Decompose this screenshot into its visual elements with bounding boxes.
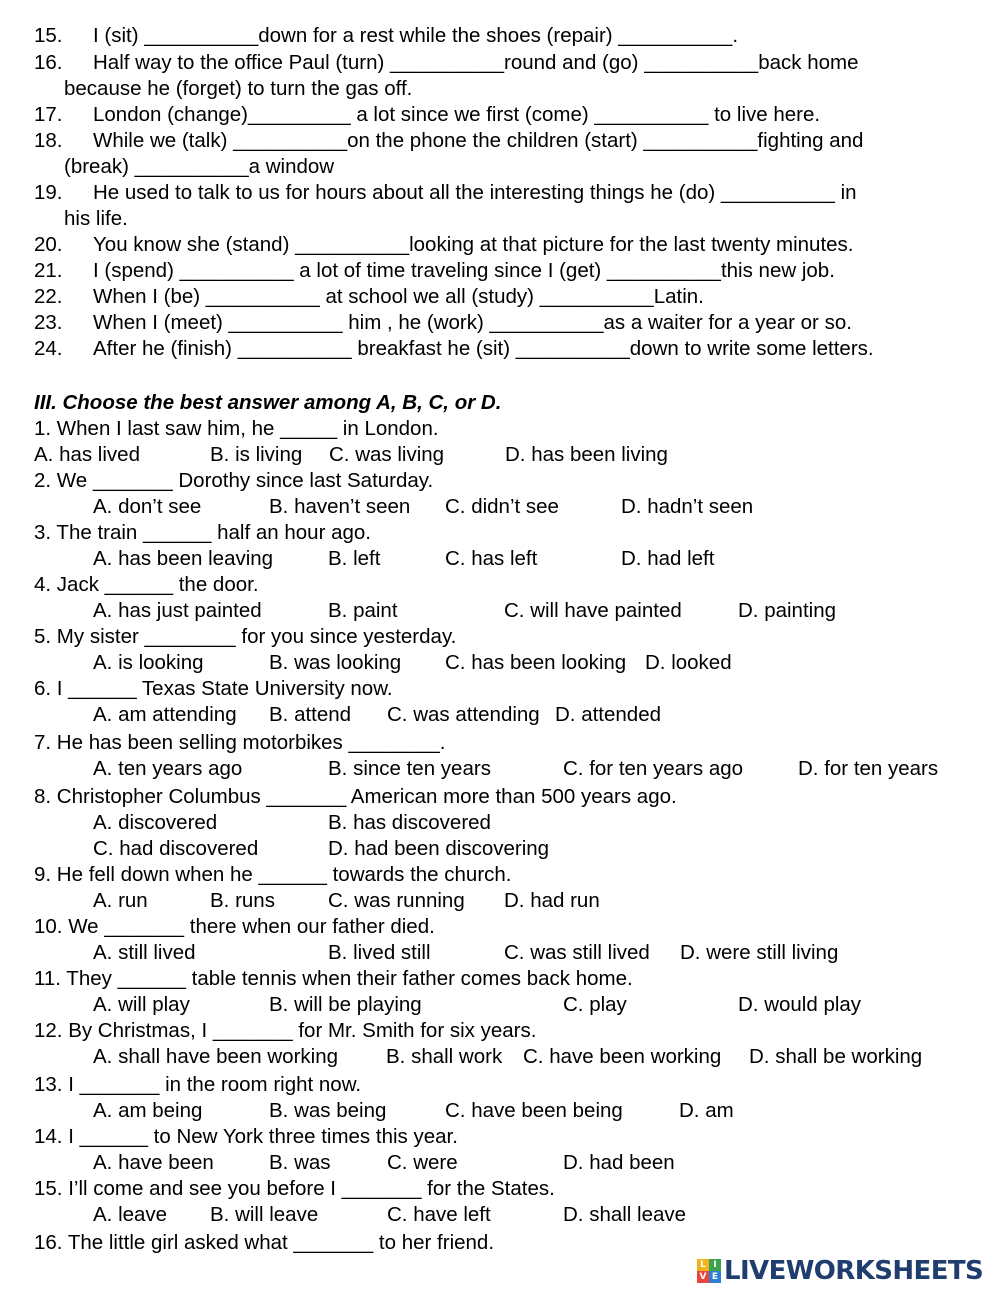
option-c: C. have left xyxy=(387,1203,491,1226)
option-c: C. were xyxy=(387,1151,458,1174)
option-b: B. was being xyxy=(269,1099,387,1122)
option-c: C. have been being xyxy=(445,1099,623,1122)
option-a: A. will play xyxy=(93,993,190,1016)
worksheet-page: 15. I (sit) __________down for a rest while the shoes (repair) __________. 16. Half way to the office Paul (turn) __________round and (go) __________back home because he (forget) to turn the gas off. 17. London (change)_________ a lot since we first (come) __________ to live here. 18. While we (talk) __________on the phone the children (start) __________fighting and (break) __________a window 19. He used to talk to us for hours about all the interesting things he (do) __________ in his life. 20. You know she (stand) __________looking at that picture for the last twenty minutes. 21. I (spend) __________ a lot of time traveling since I (get) __________this new job. 22. When I (be) __________ at school we all (study) __________Latin. 23. When I (meet) __________ him , he (work) __________as a waiter for a year or so. 24. After he (finish) __________ breakfast he (sit) __________down to write some letters. III. Choose the best answer among A, B, C, or D. 1. When I last saw him, he _____ in London. A. has lived B. is living C. was living D. has been living 2. We _______ Dorothy since last Saturday. A. don’t see B. haven’t seen C. didn’t see D. hadn’t seen 3. The train ______ half an hour ago. A. has been leaving B. left C. has left D. had left 4. Jack ______ the door. A. has just painted B. paint C. will have painted D. painting 5. My sister ________ for you since yesterday. A. is looking B. was looking C. has been looking D. looked 6. I ______ Texas State University now. A. am attending B. attend C. was attending D. attended 7. He has been selling motorbikes ________. A. ten years ago B. since ten years C. for ten years ago D. for ten years 8. Christopher Columbus _______ American more than 500 years ago. A. discovered B. has discovered C. had discovered D. had been discovering 9. He fell down when he ______ towards the church. A. run B. runs C. was running D. had run 10. We _______ there when our father died. A. still lived B. lived still C. was still lived D. were still living 11. They ______ table tennis when their father comes back home. A. will play B. will be playing C. play D. would play 12. By Christmas, I _______ for Mr. Smith for six years. A. shall have been working B. shall work C. have been working D. shall be working 13. I _______ in the room right now. A. am being B. was being C. have been being D. am 14. I ______ to New York three times this year. A. have been B. was C. were D. had been 15. I’ll come and see you before I _______ for the States. A. leave B. will leave C. have left D. shall leave 16. The little girl asked what _______ to her friend. L I V E LIVEWORKSHEETS xyxy=(34,24,984,1286)
option-b: B. was looking xyxy=(269,651,402,674)
option-b: B. shall work xyxy=(386,1045,503,1068)
liveworksheets-mark-icon: L I V E xyxy=(697,1259,721,1283)
option-d: D. shall be working xyxy=(749,1045,923,1068)
option-c: C. had discovered xyxy=(93,837,259,860)
option-a: A. run xyxy=(93,889,148,912)
option-d: D. had been xyxy=(563,1151,675,1174)
option-b: B. attend xyxy=(269,703,352,726)
option-a: A. has been leaving xyxy=(93,547,274,570)
option-c: C. has left xyxy=(445,547,538,570)
option-c: C. didn’t see xyxy=(445,495,559,518)
option-a: A. is looking xyxy=(93,651,204,674)
option-c: C. will have painted xyxy=(504,599,682,622)
option-d: D. had run xyxy=(504,889,600,912)
option-a: A. have been xyxy=(93,1151,214,1174)
option-c: C. has been looking xyxy=(445,651,627,674)
option-d: D. would play xyxy=(738,993,862,1016)
option-c: C. play xyxy=(563,993,627,1016)
option-b: B. lived still xyxy=(328,941,431,964)
liveworksheets-logo xyxy=(697,1256,983,1286)
option-d: D. has been living xyxy=(505,443,668,466)
option-d: D. had left xyxy=(621,547,715,570)
option-a: A. has just painted xyxy=(93,599,262,622)
option-b: B. has discovered xyxy=(328,811,491,834)
option-d: D. am xyxy=(679,1099,734,1122)
option-b: B. left xyxy=(328,547,381,570)
option-a: A. has lived xyxy=(34,443,140,466)
option-a: A. shall have been working xyxy=(93,1045,339,1068)
option-b: B. haven’t seen xyxy=(269,495,411,518)
option-c: C. was still lived xyxy=(504,941,650,964)
option-d: D. had been discovering xyxy=(328,837,550,860)
option-a: A. still lived xyxy=(93,941,196,964)
option-b: B. runs xyxy=(210,889,275,912)
option-d: D. painting xyxy=(738,599,837,622)
option-b: B. paint xyxy=(328,599,398,622)
option-a: A. leave xyxy=(93,1203,168,1226)
option-a: A. discovered xyxy=(93,811,218,834)
option-c: C. was living xyxy=(329,443,445,466)
option-a: A. ten years ago xyxy=(93,757,243,780)
option-d: D. hadn’t seen xyxy=(621,495,754,518)
logo-text: LIVEWORKSHEETS xyxy=(724,1256,984,1286)
option-d: D. for ten years xyxy=(798,757,939,780)
option-b: B. was xyxy=(269,1151,331,1174)
option-b: B. since ten years xyxy=(328,757,491,780)
option-b: B. will be playing xyxy=(269,993,422,1016)
option-c: C. was attending xyxy=(387,703,540,726)
option-c: C. for ten years ago xyxy=(563,757,744,780)
option-b: B. is living xyxy=(210,443,303,466)
option-c: C. was running xyxy=(328,889,465,912)
option-a: A. don’t see xyxy=(93,495,202,518)
option-d: D. looked xyxy=(645,651,732,674)
option-d: D. shall leave xyxy=(563,1203,687,1226)
option-d: D. attended xyxy=(555,703,661,726)
option-b: B. will leave xyxy=(210,1203,319,1226)
option-a: A. am attending xyxy=(93,703,237,726)
option-d: D. were still living xyxy=(680,941,839,964)
option-a: A. am being xyxy=(93,1099,203,1122)
option-c: C. have been working xyxy=(523,1045,722,1068)
